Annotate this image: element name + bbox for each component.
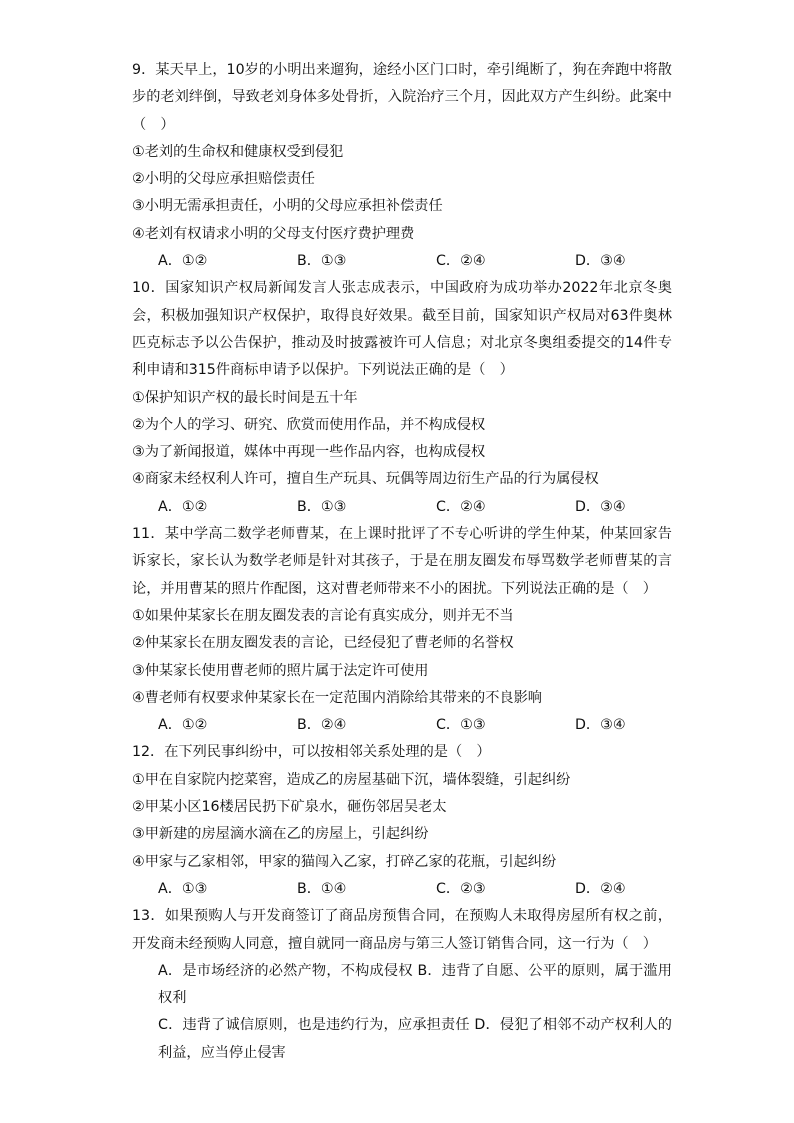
choice-a: A．①② — [158, 717, 208, 734]
question-list — [132, 57, 672, 1067]
statement-option: ②为个人的学习、研究、欣赏而使用作品，并不构成侵权 — [132, 416, 486, 433]
statement-option: ②仲某家长在朋友圈发表的言论，已经侵犯了曹老师的名誉权 — [132, 635, 514, 652]
statement-option: ①如果仲某家长在朋友圈发表的言论有真实成分，则并无不当 — [132, 607, 514, 624]
choice-b: B．①④ — [297, 880, 347, 897]
question-stem: 10．国家知识产权局新闻发言人张志成表示，中国政府为成功举办2022年北京冬奥会，积极加强知识产权保护，取得良好效果。截至目前，国家知识产权局对63件奥林匹克标志予以公告保护，推动及时披露被许可人信息；对北京冬奥组委提交的14件专利申请和315件商标申请予以保护。下列说法正确的是（ ） — [132, 280, 672, 379]
question-stem: 9．某天早上，10岁的小明出来遛狗，途经小区门口时，牵引绳断了，狗在奔跑中将散步的老刘绊倒，导致老刘身体多处骨折，入院治疗三个月，因此双方产生纠纷。此案中（ ） — [132, 62, 672, 133]
question-12 — [132, 739, 672, 903]
statement-option: ③为了新闻报道，媒体中再现一些作品内容，也构成侵权 — [132, 444, 486, 461]
statement-option: ①甲在自家院内挖菜窖，造成乙的房屋基础下沉，墙体裂缝，引起纠纷 — [132, 771, 571, 788]
statement-option: ④甲家与乙家相邻，甲家的猫闯入乙家，打碎乙家的花瓶，引起纠纷 — [132, 853, 557, 870]
answer-choices-row: A．是市场经济的必然产物，不构成侵权 B．违背了自愿、公平的原则，属于滥用权利 — [158, 962, 672, 1007]
answer-choices — [132, 876, 672, 903]
choice-d: D．③④ — [575, 253, 626, 270]
choice-c: C．②④ — [436, 498, 486, 515]
question-stem: 11．某中学高二数学老师曹某，在上课时批评了不专心听讲的学生仲某，仲某回家告诉家长，家长认为数学老师是针对其孩子，于是在朋友圈发布辱骂数学老师曹某的言论，并用曹某的照片作配图，这对曹老师带来不小的困扰。下列说法正确的是（ ） — [132, 526, 672, 597]
question-13 — [132, 903, 672, 1067]
choice-b: B．①③ — [297, 498, 347, 515]
statement-option: ①保护知识产权的最长时间是五十年 — [132, 389, 358, 406]
statement-option: ③小明无需承担责任，小明的父母应承担补偿责任 — [132, 198, 443, 215]
answer-choices — [132, 248, 672, 275]
choice-c: C．②③ — [436, 880, 486, 897]
statement-option: ②甲某小区16楼居民扔下矿泉水，砸伤邻居吴老太 — [132, 799, 447, 816]
choice-b: B．①③ — [297, 253, 347, 270]
choice-a: A．①② — [158, 253, 208, 270]
question-stem: 13．如果预购人与开发商签订了商品房预售合同，在预购人未取得房屋所有权之前，开发商未经预购人同意，擅自就同一商品房与第三人签订销售合同，这一行为（ ） — [132, 908, 672, 952]
choice-d: D．②④ — [575, 880, 626, 897]
statement-option: ④曹老师有权要求仲某家长在一定范围内消除给其带来的不良影响 — [132, 689, 542, 706]
choice-b: B．②④ — [297, 717, 347, 734]
question-10 — [132, 275, 672, 521]
choice-a: A．①③ — [158, 880, 208, 897]
choice-a: A．①② — [158, 498, 208, 515]
question-9 — [132, 57, 672, 275]
statement-option: ②小明的父母应承担赔偿责任 — [132, 171, 315, 188]
question-11 — [132, 521, 672, 739]
question-stem: 12．在下列民事纠纷中，可以按相邻关系处理的是（ ） — [132, 744, 491, 761]
statement-option: ④老刘有权请求小明的父母支付医疗费护理费 — [132, 225, 415, 242]
statement-option: ③仲某家长使用曹老师的照片属于法定许可使用 — [132, 662, 429, 679]
statement-option: ④商家未经权利人许可，擅自生产玩具、玩偶等周边衍生产品的行为属侵权 — [132, 471, 599, 488]
answer-choices-row: C．违背了诚信原则，也是违约行为，应承担责任 D．侵犯了相邻不动产权利人的利益，应当停止侵害 — [158, 1017, 672, 1061]
choice-c: C．①③ — [436, 717, 486, 734]
answer-choices — [132, 712, 672, 739]
statement-option: ③甲新建的房屋滴水滴在乙的房屋上，引起纠纷 — [132, 826, 429, 843]
choice-c: C．②④ — [436, 253, 486, 270]
answer-choices — [132, 494, 672, 521]
choice-d: D．③④ — [575, 717, 626, 734]
statement-option: ①老刘的生命权和健康权受到侵犯 — [132, 143, 344, 160]
choice-d: D．③④ — [575, 498, 626, 515]
